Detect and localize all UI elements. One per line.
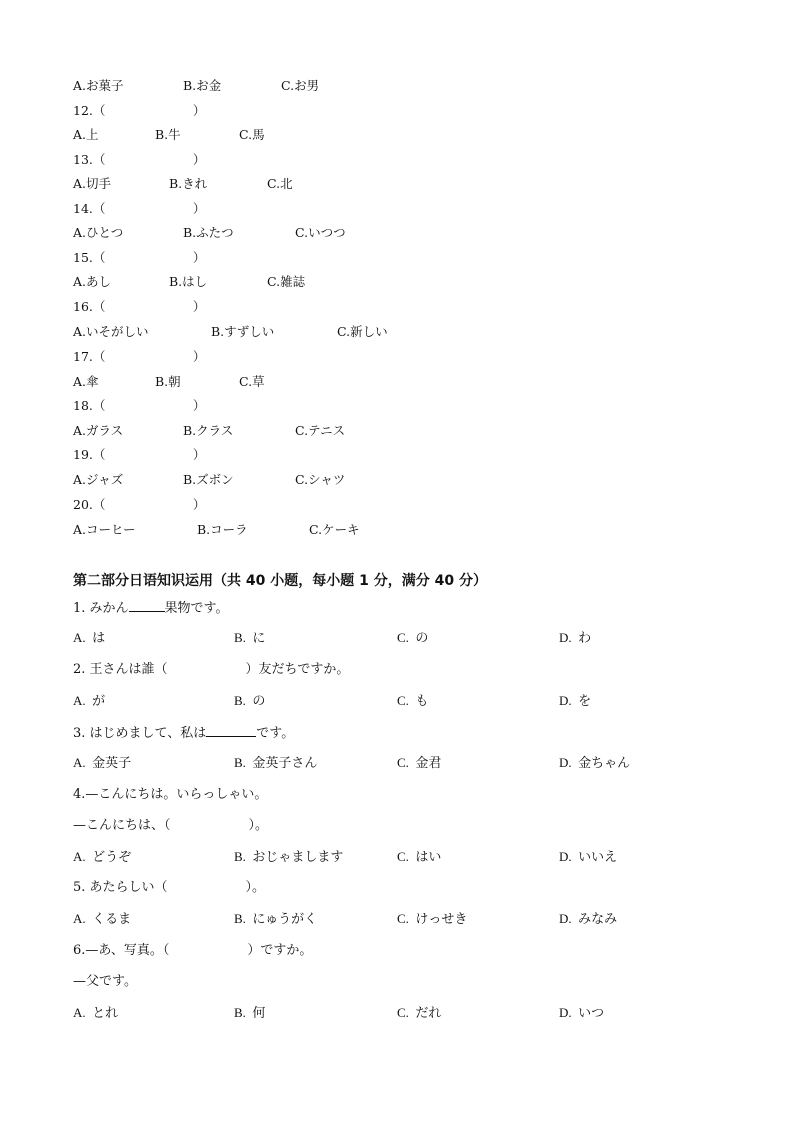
- answer-blank: [129, 598, 165, 612]
- option-d: D. 金ちゃん: [559, 755, 631, 770]
- question-stem: [73, 723, 294, 743]
- option-a: A. どうぞ: [73, 849, 132, 864]
- option-c: C.草: [239, 374, 265, 389]
- option-a: A.いそがしい: [73, 324, 149, 339]
- question-stem-line2: —父です。: [73, 974, 137, 989]
- question-number: 20.（ ）: [73, 497, 206, 512]
- option-a: A.切手: [73, 176, 112, 191]
- option-c: C. 金君: [397, 755, 442, 770]
- answer-blank: [206, 723, 256, 737]
- option-c: C.いつつ: [295, 225, 346, 240]
- question-number: 14.（ ）: [73, 201, 206, 216]
- option-a: A. 金英子: [73, 755, 132, 770]
- option-c: C. も: [397, 693, 429, 708]
- option-b: B.クラス: [183, 423, 234, 438]
- question-number: 17.（ ）: [73, 349, 206, 364]
- option-c: C.北: [267, 176, 293, 191]
- question-number: 15.（ ）: [73, 250, 206, 265]
- option-b: B.きれ: [169, 176, 208, 191]
- option-a: A.ひとつ: [73, 225, 124, 240]
- option-b: B. 金英子さん: [234, 755, 318, 770]
- option-c: C. はい: [397, 849, 442, 864]
- option-a: A.ガラス: [73, 423, 124, 438]
- option-b: B.牛: [155, 127, 181, 142]
- option-d: D. わ: [559, 630, 592, 645]
- option-a: A.傘: [73, 374, 99, 389]
- option-d: D. いつ: [559, 1005, 605, 1020]
- question-stem: 5. あたらしい（ ）。: [73, 880, 266, 895]
- option-d: D. みなみ: [559, 911, 618, 926]
- option-b: B.コーラ: [197, 522, 248, 537]
- option-c: C. けっせき: [397, 911, 468, 926]
- question-number: 16.（ ）: [73, 299, 206, 314]
- question-stem: 2. 王さんは誰（ ）友だちですか。: [73, 662, 350, 677]
- option-d: D. を: [559, 693, 592, 708]
- option-b: B. に: [234, 630, 266, 645]
- section-title: 第二部分日语知识运用（共 40 小题，每小题 1 分，满分 40 分）: [73, 573, 487, 589]
- option-c: C. の: [397, 630, 429, 645]
- option-b: B.朝: [155, 374, 181, 389]
- option-a: A. とれ: [73, 1005, 119, 1020]
- option-b: B. にゅうがく: [234, 911, 318, 926]
- option-b: B. 何: [234, 1005, 266, 1020]
- stem-text: 3. はじめまして、私は: [73, 726, 207, 741]
- option-b: B.ふたつ: [183, 225, 234, 240]
- option-c: C.雑誌: [267, 274, 306, 289]
- option-b: B. おじゃまします: [234, 849, 344, 864]
- option-c: C.馬: [239, 127, 265, 142]
- option-b: B.ズボン: [183, 472, 234, 487]
- question-number: 19.（ ）: [73, 447, 206, 462]
- option-a: A. が: [73, 693, 106, 708]
- option-a: A.ジャズ: [73, 472, 124, 487]
- question-number: 12.（ ）: [73, 103, 206, 118]
- option-b: B.すずしい: [211, 324, 275, 339]
- question-stem-line2: —こんにちは、（ ）。: [73, 818, 269, 833]
- option-c: C.テニス: [295, 423, 346, 438]
- option-a: A.上: [73, 127, 99, 142]
- option-b: B. の: [234, 693, 266, 708]
- option-c: C.シャツ: [295, 472, 346, 487]
- stem-text: 1. みかん: [73, 601, 129, 616]
- stem-text: です。: [256, 726, 295, 741]
- option-b: B.お金: [183, 78, 222, 93]
- option-a: A.お菓子: [73, 78, 124, 93]
- option-c: C.新しい: [337, 324, 388, 339]
- question-number: 13.（ ）: [73, 152, 206, 167]
- question-number: 18.（ ）: [73, 398, 206, 413]
- option-a: A.コーヒー: [73, 522, 136, 537]
- question-stem: [73, 598, 229, 618]
- option-c: C.お男: [281, 78, 320, 93]
- option-a: A. は: [73, 630, 106, 645]
- option-a: A. くるま: [73, 911, 132, 926]
- question-stem: 4.—こんにちは。いらっしゃい。: [73, 787, 268, 802]
- option-a: A.あし: [73, 274, 112, 289]
- option-b: B.はし: [169, 274, 208, 289]
- question-stem: 6.—あ、写真。（ ）ですか。: [73, 943, 313, 958]
- stem-text: 果物です。: [164, 601, 229, 616]
- option-d: D. いいえ: [559, 849, 618, 864]
- option-c: C.ケーキ: [309, 522, 360, 537]
- option-c: C. だれ: [397, 1005, 442, 1020]
